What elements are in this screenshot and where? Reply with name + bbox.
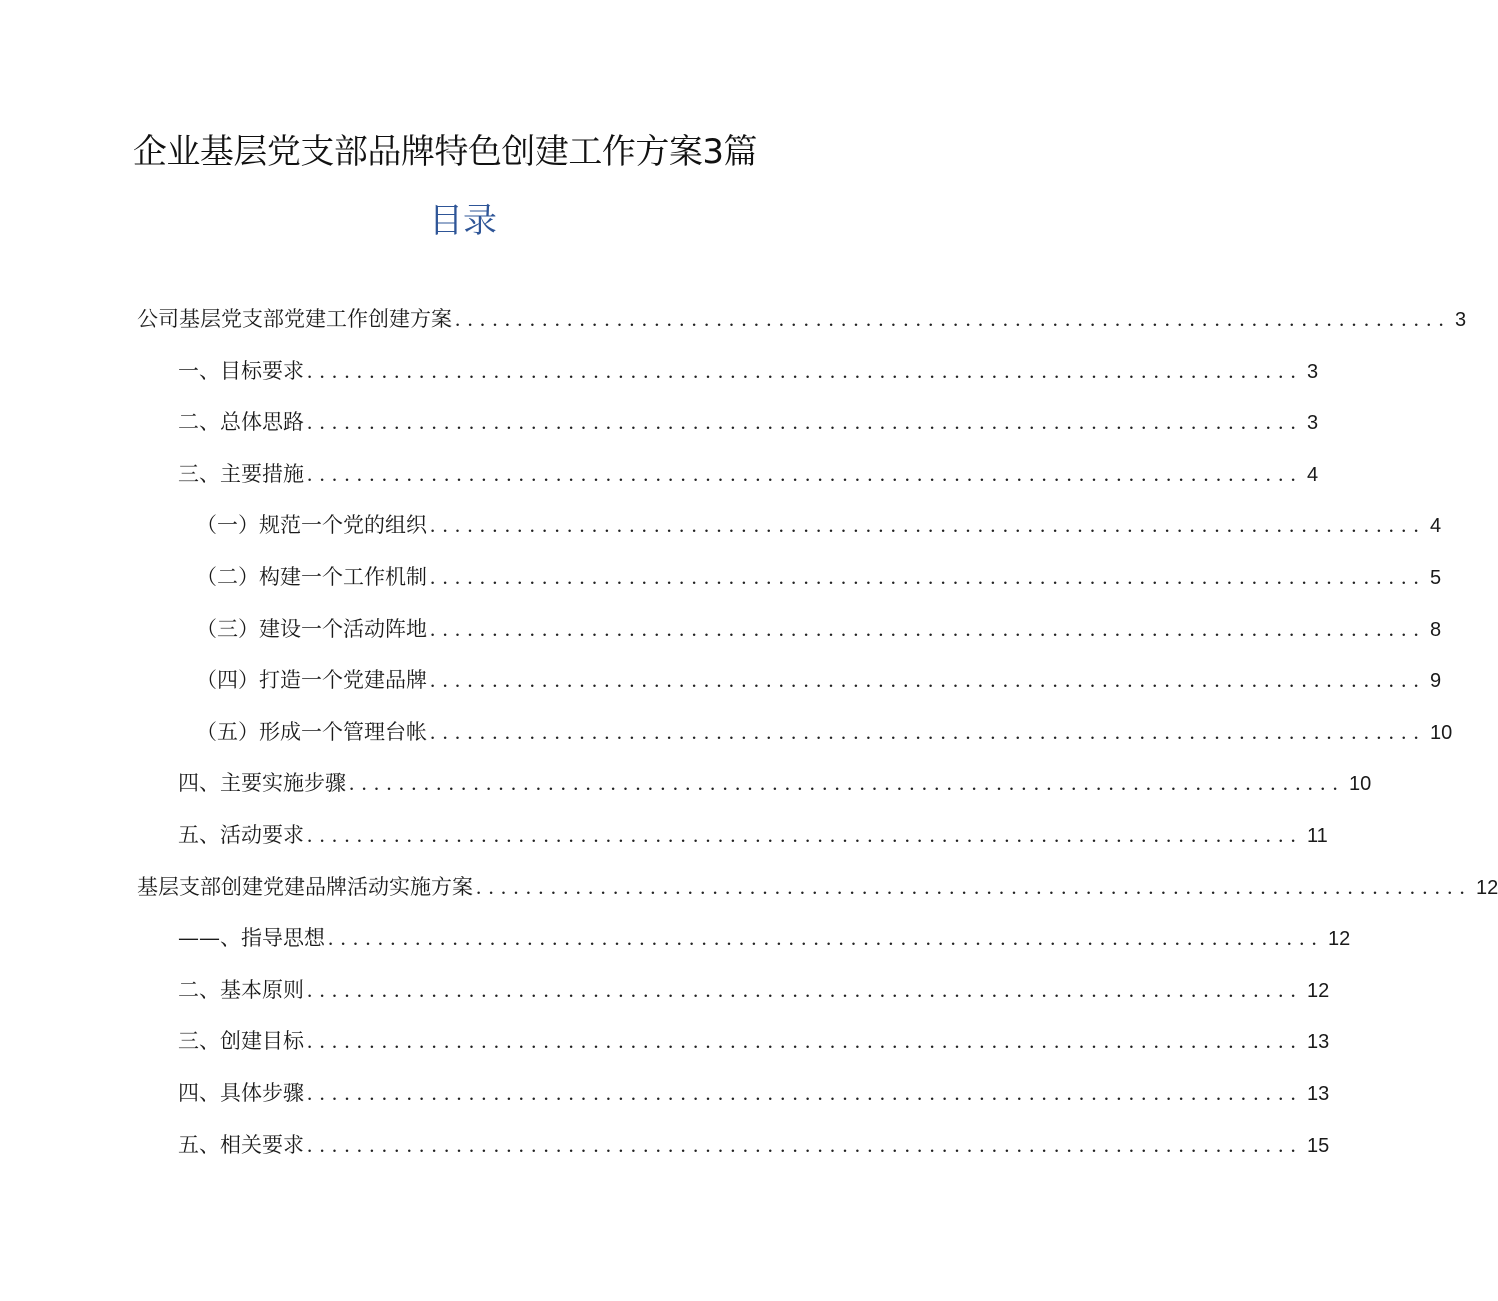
toc-entry-label: 四、主要实施步骤 [178,771,346,795]
toc-dot-leader: ................................................................................ [349,771,1345,795]
toc-entry[interactable] [137,304,1467,334]
toc-dot-leader: ................................................................................ [307,823,1303,847]
toc-entry-page-number: 12 [1476,877,1498,899]
toc-dot-leader: ................................................................................ [307,1081,1303,1105]
toc-entry-label: （五）形成一个管理台帐 [196,720,427,744]
toc-entry-page-number: 4 [1307,464,1319,486]
toc-entry-label: ——、指导思想 [178,926,325,950]
toc-entry-label: 五、活动要求 [178,823,304,847]
toc-entry[interactable] [178,356,1319,386]
toc-dot-leader: ................................................................................ [307,1133,1303,1157]
toc-entry-page-number: 9 [1430,670,1442,692]
toc-entry[interactable] [178,459,1319,489]
toc-entry[interactable] [196,562,1442,592]
toc-entry-label: 五、相关要求 [178,1133,304,1157]
toc-entry[interactable] [137,872,1498,902]
toc-dot-leader: ................................................................................ [430,720,1426,744]
toc-entry-page-number: 13 [1307,1083,1330,1105]
toc-entry[interactable] [178,1026,1330,1056]
toc-entry-label: 四、具体步骤 [178,1081,304,1105]
toc-dot-leader: ................................................................................ [307,1029,1303,1053]
toc-entry-label: 三、主要措施 [178,462,304,486]
document-title: 企业基层党支部品牌特色创建工作方案3篇 [132,132,758,172]
toc-dot-leader: ................................................................................ [328,926,1324,950]
toc-entry-label: 公司基层党支部党建工作创建方案 [137,307,452,331]
toc-entry-label: 二、基本原则 [178,978,304,1002]
toc-entry-page-number: 5 [1430,567,1442,589]
toc-entry-page-number: 3 [1455,309,1467,331]
toc-entry-label: 三、创建目标 [178,1029,304,1053]
toc-dot-leader: ................................................................................ [430,668,1426,692]
toc-dot-leader: ................................................................................ [307,462,1303,486]
toc-dot-leader: ................................................................................ [430,565,1426,589]
toc-entry[interactable] [178,407,1319,437]
toc-dot-leader: ................................................................................ [430,617,1426,641]
toc-entry-label: 基层支部创建党建品牌活动实施方案 [137,875,473,899]
toc-entry-page-number: 8 [1430,619,1442,641]
toc-entry-label: （一）规范一个党的组织 [196,513,427,537]
toc-entry-label: 二、总体思路 [178,410,304,434]
toc-entry-page-number: 12 [1307,980,1330,1002]
toc-entry[interactable] [196,665,1442,695]
toc-entry-page-number: 10 [1430,722,1453,744]
toc-entry-page-number: 11 [1307,825,1328,847]
toc-entry-page-number: 13 [1307,1031,1330,1053]
toc-entry-label: （三）建设一个活动阵地 [196,617,427,641]
toc-entry-page-number: 10 [1349,773,1372,795]
toc-entry-page-number: 3 [1307,361,1319,383]
toc-entry[interactable] [178,1130,1330,1160]
toc-entry-page-number: 12 [1328,928,1351,950]
toc-entry[interactable] [196,510,1442,540]
toc-entry[interactable] [178,768,1372,798]
toc-entry-page-number: 15 [1307,1135,1330,1157]
toc-entry[interactable] [178,975,1330,1005]
toc-dot-leader: ................................................................................ [307,410,1303,434]
toc-entry[interactable] [196,614,1442,644]
toc-entry[interactable] [196,717,1453,747]
toc-entry-label: 一、目标要求 [178,359,304,383]
toc-entry-label: （二）构建一个工作机制 [196,565,427,589]
toc-entry-page-number: 3 [1307,412,1319,434]
toc-entry[interactable] [178,1078,1330,1108]
toc-dot-leader: ................................................................................ [430,513,1426,537]
toc-dot-leader: ................................................................................ [307,978,1303,1002]
toc-heading: 目录 [429,201,497,241]
toc-entry-label: （四）打造一个党建品牌 [196,668,427,692]
toc-entry[interactable] [178,923,1351,953]
toc-dot-leader: ................................................................................ [307,359,1303,383]
toc-entry[interactable] [178,820,1328,850]
toc-dot-leader: ................................................................................ [476,875,1472,899]
toc-entry-page-number: 4 [1430,515,1442,537]
toc-dot-leader: ................................................................................ [455,307,1451,331]
